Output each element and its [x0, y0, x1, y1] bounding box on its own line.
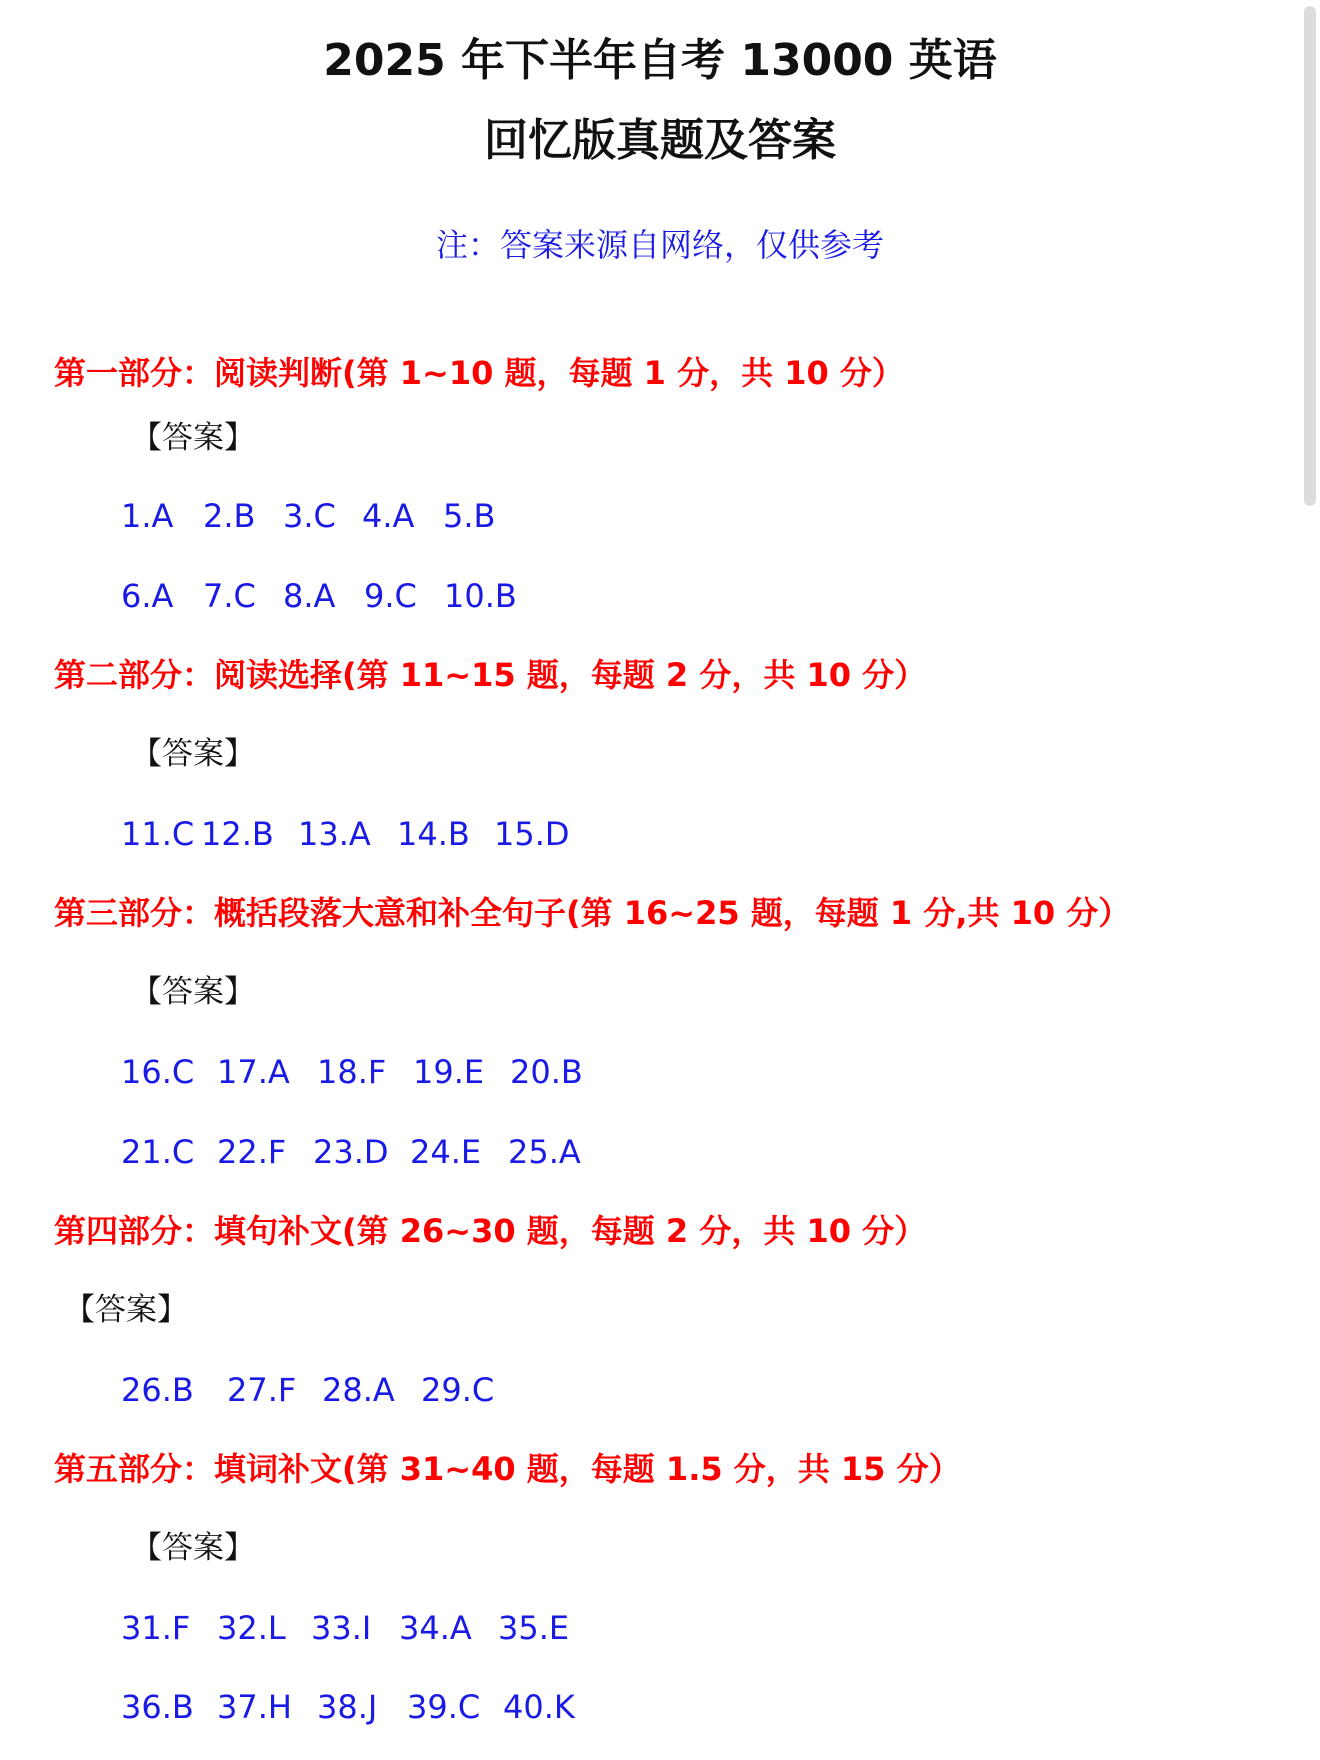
- answer-item: 7.C: [203, 577, 256, 615]
- section-3-answer-row-1: [121, 1053, 583, 1091]
- section-2-answer-row-1: [121, 815, 570, 853]
- section-2-heading: 第二部分：阅读选择(第 11~15 题，每题 2 分，共 10 分）: [54, 656, 927, 694]
- section-3-answer-row-2: [121, 1133, 581, 1171]
- answer-item: 31.F: [121, 1609, 191, 1647]
- document-title-line1: 2025 年下半年自考 13000 英语: [323, 35, 997, 86]
- section-1-answer-tag: 【答案】: [131, 420, 255, 456]
- answer-item: 40.K: [503, 1688, 575, 1726]
- answer-item: 10.B: [444, 577, 517, 615]
- answer-item: 19.E: [413, 1053, 485, 1091]
- answer-item: 23.D: [313, 1133, 389, 1171]
- section-3-heading: 第三部分：概括段落大意和补全句子(第 16~25 题，每题 1 分,共 10 分）: [54, 894, 1131, 932]
- answer-item: 37.H: [217, 1688, 292, 1726]
- section-2-answer-tag: 【答案】: [131, 736, 255, 772]
- answer-item: 8.A: [283, 577, 336, 615]
- answer-item: 22.F: [217, 1133, 287, 1171]
- section-1-answer-row-1: [121, 497, 496, 535]
- answer-item: 32.L: [217, 1609, 286, 1647]
- answer-item: 24.E: [410, 1133, 482, 1171]
- answer-item: 1.A: [121, 497, 174, 535]
- answer-item: 9.C: [364, 577, 417, 615]
- answer-item: 38.J: [317, 1688, 378, 1726]
- answer-item: 12.B: [201, 815, 274, 853]
- answer-item: 21.C: [121, 1133, 195, 1171]
- answer-item: 25.A: [508, 1133, 581, 1171]
- answer-item: 35.E: [498, 1609, 570, 1647]
- section-4-answer-row-1: [121, 1371, 495, 1409]
- answer-item: 6.A: [121, 577, 174, 615]
- section-4-answer-tag: 【答案】: [64, 1292, 188, 1328]
- section-5-heading: 第五部分：填词补文(第 31~40 题，每题 1.5 分，共 15 分）: [54, 1450, 961, 1488]
- answer-item: 16.C: [121, 1053, 195, 1091]
- answer-item: 27.F: [227, 1371, 297, 1409]
- answer-item: 34.A: [399, 1609, 472, 1647]
- vertical-scrollbar[interactable]: [1300, 0, 1320, 1760]
- section-5-answer-row-2: [121, 1688, 575, 1726]
- answer-item: 13.A: [298, 815, 371, 853]
- scrollbar-thumb[interactable]: [1304, 6, 1316, 506]
- section-5-answer-row-1: [121, 1609, 570, 1647]
- answer-item: 18.F: [317, 1053, 387, 1091]
- answer-item: 15.D: [494, 815, 570, 853]
- section-5-answer-tag: 【答案】: [131, 1530, 255, 1566]
- disclaimer-note: 注：答案来源自网络，仅供参考: [435, 226, 884, 264]
- answer-item: 26.B: [121, 1371, 194, 1409]
- answer-item: 36.B: [121, 1688, 194, 1726]
- answer-item: 20.B: [510, 1053, 583, 1091]
- answer-item: 5.B: [443, 497, 496, 535]
- answer-item: 3.C: [283, 497, 336, 535]
- section-3-answer-tag: 【答案】: [131, 974, 255, 1010]
- answer-item: 11.C: [121, 815, 195, 853]
- answer-item: 33.I: [311, 1609, 372, 1647]
- section-4-heading: 第四部分：填句补文(第 26~30 题，每题 2 分，共 10 分）: [54, 1212, 927, 1250]
- answer-item: 2.B: [203, 497, 256, 535]
- answer-item: 29.C: [421, 1371, 495, 1409]
- answer-item: 28.A: [322, 1371, 395, 1409]
- answer-item: 4.A: [362, 497, 415, 535]
- document-title-line2: 回忆版真题及答案: [484, 115, 836, 166]
- section-1-heading: 第一部分：阅读判断(第 1~10 题，每题 1 分，共 10 分）: [54, 354, 904, 392]
- answer-item: 39.C: [407, 1688, 481, 1726]
- section-1-answer-row-2: [121, 577, 517, 615]
- answer-item: 17.A: [217, 1053, 290, 1091]
- answer-item: 14.B: [397, 815, 470, 853]
